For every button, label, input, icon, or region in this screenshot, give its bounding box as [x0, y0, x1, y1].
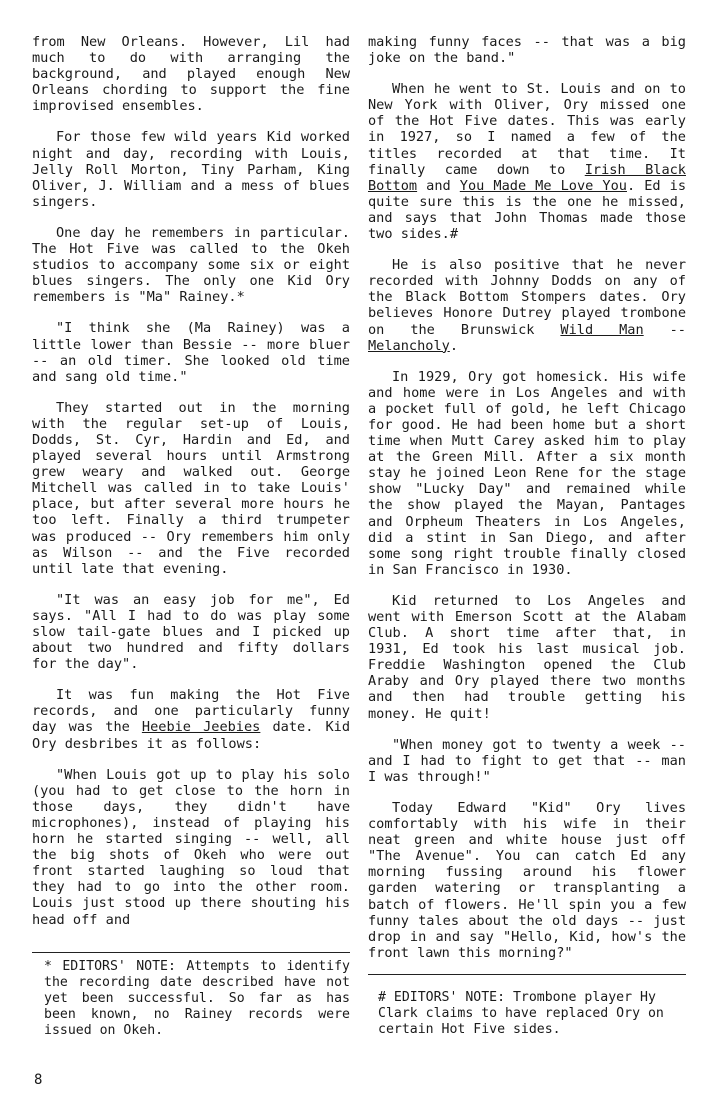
- paragraph: making funny faces -- that was a big joke on the band.": [368, 34, 686, 67]
- paragraph: [32, 687, 350, 751]
- paragraph-text: . Ed is quite sure this is the one he missed, and says that John Thomas made those two sides.#: [368, 177, 687, 243]
- record-title: Heebie Jeebies: [141, 719, 261, 736]
- paragraph: "I think she (Ma Rainey) was a little lower than Bessie -- more bluer -- an old timer. She looked old time and sang old time.": [32, 320, 350, 385]
- paragraph-text: It was fun making the Hot Five records, and one particularly funny day was the: [32, 687, 350, 736]
- right-column: [368, 34, 686, 976]
- record-title: Irish Black Bottom: [368, 161, 686, 194]
- paragraph: [368, 257, 686, 354]
- paragraph: "It was an easy job for me", Ed says. "All I had to do was play some slow tail-gate blues and I picked up about two hundred and fifty dollars for the day".: [32, 591, 350, 673]
- footnote-divider: [368, 974, 686, 975]
- paragraph: In 1929, Ory got homesick. His wife and home were in Los Angeles and with a pocket full of gold, he left Chicago for good. He had been home but a short time when Mutt Carey asked him to play at the Green Mill. After a six month stay he joined Leon Rene for the stage show "Lucky Day" and remained while the show played the Mayan, Pantages and Orpheum Theaters in Los Angeles, did a stint in San Diego, and after some song right trouble finally closed in San Francisco in 1930.: [368, 368, 686, 578]
- paragraph: One day he remembers in particular. The Hot Five was called to the Okeh studios to accompany some six or eight blues singers. The only one Kid Ory remembers is "Ma" Rainey.*: [32, 224, 350, 306]
- paragraph-text: He is also positive that he never recorded with Johnny Dodds on any of the Black Bottom Stompers dates. Ory believes Honore Dutrey played trombone on the Brunswick: [368, 257, 686, 338]
- paragraph-text: .: [449, 337, 459, 354]
- footnote-editors-note: # EDITORS' NOTE: Trombone player Hy Clark claims to have replaced Ory on certain Hot Five sides.: [378, 990, 664, 1037]
- paragraph: They started out in the morning with the regular set-up of Louis, Dodds, St. Cyr, Hardin and Ed, and played several hours until Armstrong grew weary and walked out. George Mitchell was called in to take Louis' place, but after several more hours he too left. Finally a third trumpeter was produced -- Ory remembers him only as Wilson -- and the Five recorded until late that evening.: [32, 399, 350, 577]
- paragraph: "When Louis got up to play his solo (you had to get close to the horn in those days, they didn't have microphones), instead of playing his horn he started singing -- well, all the big shots of Okeh who were out front started laughing so loud that they had to go into the other room. Louis just stood up there shouting his head off and: [32, 766, 350, 928]
- paragraph: Today Edward "Kid" Ory lives comfortably with his wife in their neat green and white house just off "The Avenue". You can catch Ed any morning fussing around his flower garden watering or transplanting a batch of flowers. He'll spin you a few funny tales about the old days -- just drop in and say "Hello, Kid, how's the front lawn this morning?": [368, 799, 686, 961]
- paragraph: [368, 81, 686, 242]
- record-title: Melancholy: [368, 337, 450, 354]
- record-title: You Made Me Love You: [459, 177, 627, 194]
- paragraph: For those few wild years Kid worked night and day, recording with Louis, Jelly Roll Morton, Tiny Parham, King Oliver, J. William and a mess of blues singers.: [32, 129, 350, 210]
- paragraph: from New Orleans. However, Lil had much to do with arranging the background, and played enough New Orleans chording to support the fine improvised ensembles.: [32, 34, 350, 115]
- paragraph-text: --: [643, 321, 686, 338]
- record-title: Wild Man: [560, 321, 644, 338]
- paragraph-text: and: [417, 177, 460, 194]
- footnote-editors-note: * EDITORS' NOTE: Attempts to identify the recording date described have not yet been successful. So far as has been known, no Rainey records were issued on Okeh.: [44, 959, 350, 1038]
- paragraph: "When money got to twenty a week -- and I had to fight to get that -- man I was through!": [368, 736, 686, 785]
- footnote-divider: [32, 952, 350, 953]
- page-number: 8: [34, 1072, 43, 1088]
- paragraph: Kid returned to Los Angeles and went with Emerson Scott at the Alabam Club. A short time after that, in 1931, Ed took his last musical job. Freddie Washington opened the Club Araby and Ory played there two months and then had trouble getting his money. He quit!: [368, 592, 686, 722]
- left-column: [32, 34, 350, 943]
- paragraph-text: date. Kid Ory desbribes it as follows:: [32, 719, 351, 752]
- paragraph-text: When he went to St. Louis and on to New York with Oliver, Ory missed one of the Hot Five dates. This was early in 1927, so I named a few of the titles recorded at that time. It finally came down to: [368, 81, 686, 178]
